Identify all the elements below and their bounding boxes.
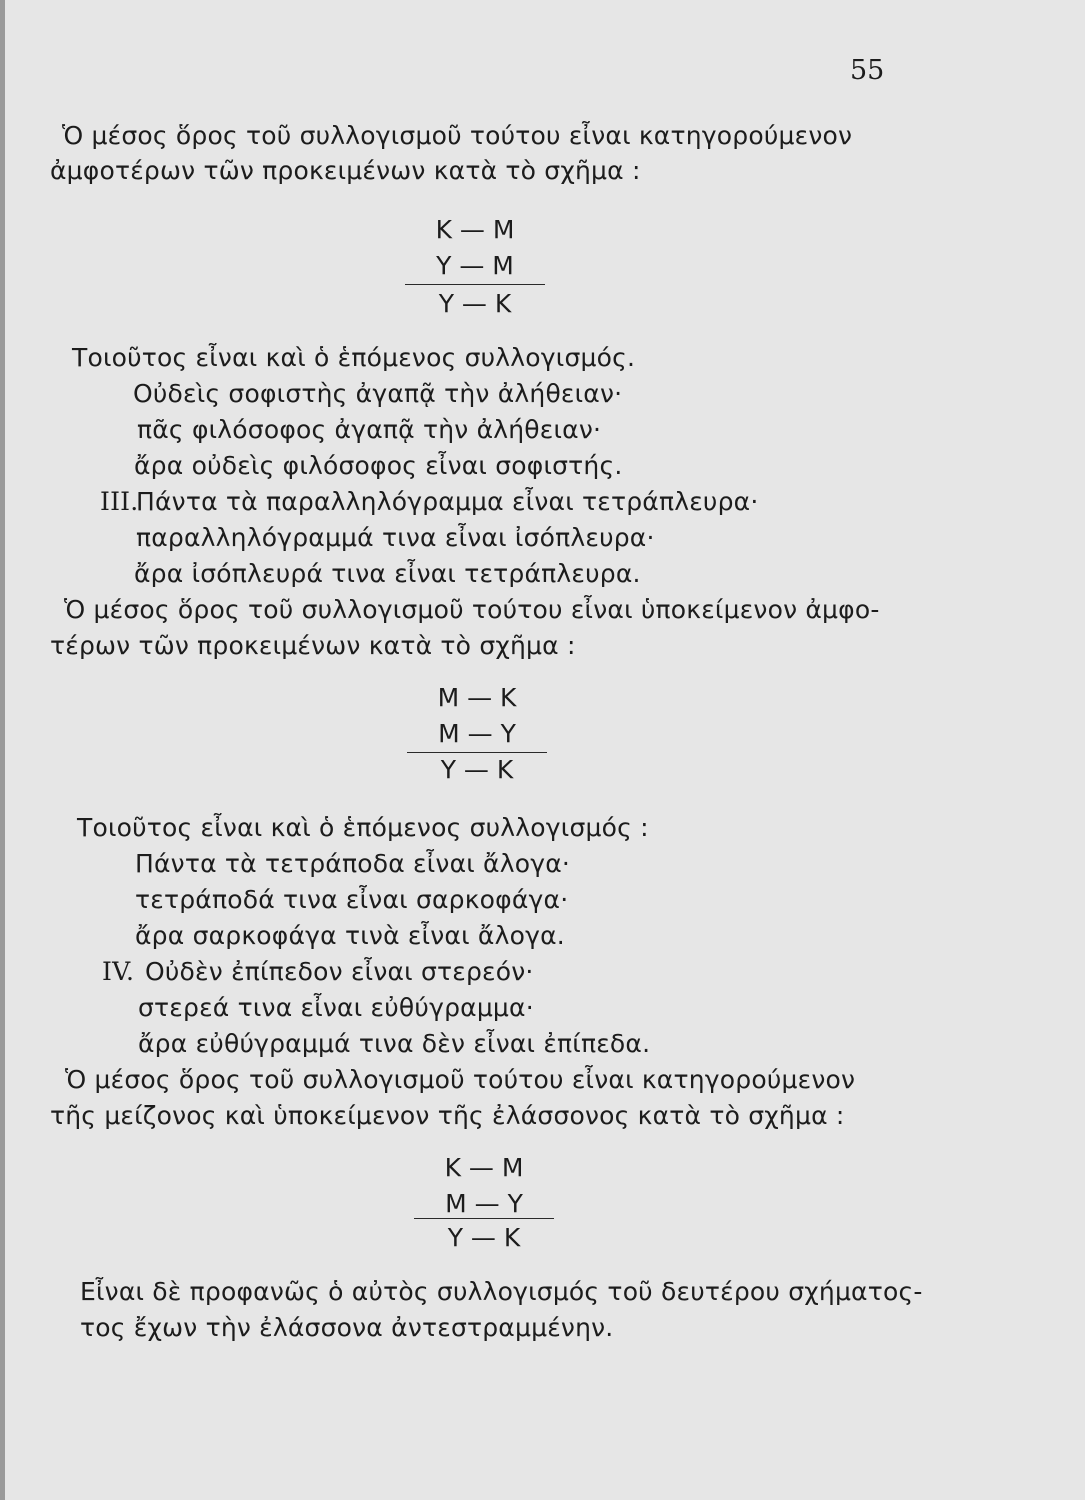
figure-3-conclusion: Υ — Κ <box>447 1223 521 1252</box>
section-3-line-3: ἄρα ἰσόπλευρά τινα εἶναι τετράπλευρα. <box>134 559 641 588</box>
paragraph-2-intro: Τοιοῦτος εἶναι καὶ ὁ ἑπόμενος συλλογισμός. <box>72 343 636 372</box>
figure-3-premise-2: Μ — Υ <box>445 1189 523 1218</box>
section-3-label: III. <box>100 487 139 516</box>
paragraph-5-line-2: τῆς μείζονος καὶ ὑποκείμενον τῆς ἐλάσσονος κατὰ τὸ σχῆμα : <box>50 1101 845 1130</box>
section-4-line-2: στερεά τινα εἶναι εὐθύγραμμα· <box>138 993 534 1022</box>
section-3-line-2: παραλληλόγραμμά τινα εἶναι ἰσόπλευρα· <box>136 523 655 552</box>
paragraph-6-hyphen: - <box>913 1277 923 1306</box>
figure-3-rule <box>414 1218 554 1219</box>
paragraph-4-line-2: τετράποδά τινα εἶναι σαρκοφάγα· <box>135 885 569 914</box>
paragraph-2-line-1: Οὐδεὶς σοφιστὴς ἀγαπᾷ τὴν ἀλήθειαν· <box>133 379 623 408</box>
figure-1-premise-2: Υ — Μ <box>436 251 514 280</box>
figure-1-rule <box>405 284 545 285</box>
paragraph-4-line-3: ἄρα σαρκοφάγα τινὰ εἶναι ἄλογα. <box>135 921 565 950</box>
section-4-label: IV. <box>102 957 135 986</box>
page-number: 55 <box>850 55 885 86</box>
paragraph-4-line-1: Πάντα τὰ τετράποδα εἶναι ἄλογα· <box>135 849 571 878</box>
figure-2-premise-2: Μ — Υ <box>438 719 516 748</box>
figure-2-conclusion: Υ — Κ <box>440 755 514 784</box>
paragraph-3-line-1: Ὁ μέσος ὅρος τοῦ συλλογισμοῦ τούτου εἶναι ὑποκείμενον ἀμφο- <box>64 595 880 624</box>
figure-2-premise-1: Μ — Κ <box>437 683 517 712</box>
paragraph-6-line-1-text: Εἶναι δὲ προφανῶς ὁ αὐτὸς συλλογισμός τοῦ δευτέρου σχήματος <box>80 1277 914 1306</box>
page-edge-shadow <box>0 0 5 1500</box>
paragraph-6-line-2: τος ἔχων τὴν ἐλάσσονα ἀντεστραμμένην. <box>80 1313 614 1342</box>
paragraph-2-line-2: πᾶς φιλόσοφος ἀγαπᾷ τὴν ἀλήθειαν· <box>137 415 602 444</box>
figure-3-premise-1: Κ — Μ <box>444 1153 524 1182</box>
paragraph-5-line-1: Ὁ μέσος ὅρος τοῦ συλλογισμοῦ τούτου εἶναι κατηγορούμενον <box>65 1065 856 1094</box>
paragraph-2-line-3: ἄρα οὐδεὶς φιλόσοφος εἶναι σοφιστής. <box>134 451 623 480</box>
section-4-line-3: ἄρα εὐθύγραμμά τινα δὲν εἶναι ἐπίπεδα. <box>138 1029 651 1058</box>
section-3-line-1: Πάντα τὰ παραλληλόγραμμα εἶναι τετράπλευρα· <box>136 487 759 516</box>
paragraph-3-line-2: τέρων τῶν προκειμένων κατὰ τὸ σχῆμα : <box>50 631 576 660</box>
paragraph-4-intro: Τοιοῦτος εἶναι καὶ ὁ ἑπόμενος συλλογισμός : <box>77 813 649 842</box>
figure-1-premise-1: Κ — Μ <box>435 215 515 244</box>
paragraph-6-line-1 <box>80 1276 923 1308</box>
paragraph-1-line-1: Ὁ μέσος ὅρος τοῦ συλλογισμοῦ τούτου εἶναι κατηγορούμενον <box>62 121 853 150</box>
section-4-line-1: Οὐδὲν ἐπίπεδον εἶναι στερεόν· <box>145 957 534 986</box>
figure-1-conclusion: Υ — Κ <box>438 289 512 318</box>
paragraph-1-line-2: ἀμφοτέρων τῶν προκειμένων κατὰ τὸ σχῆμα : <box>50 156 641 185</box>
